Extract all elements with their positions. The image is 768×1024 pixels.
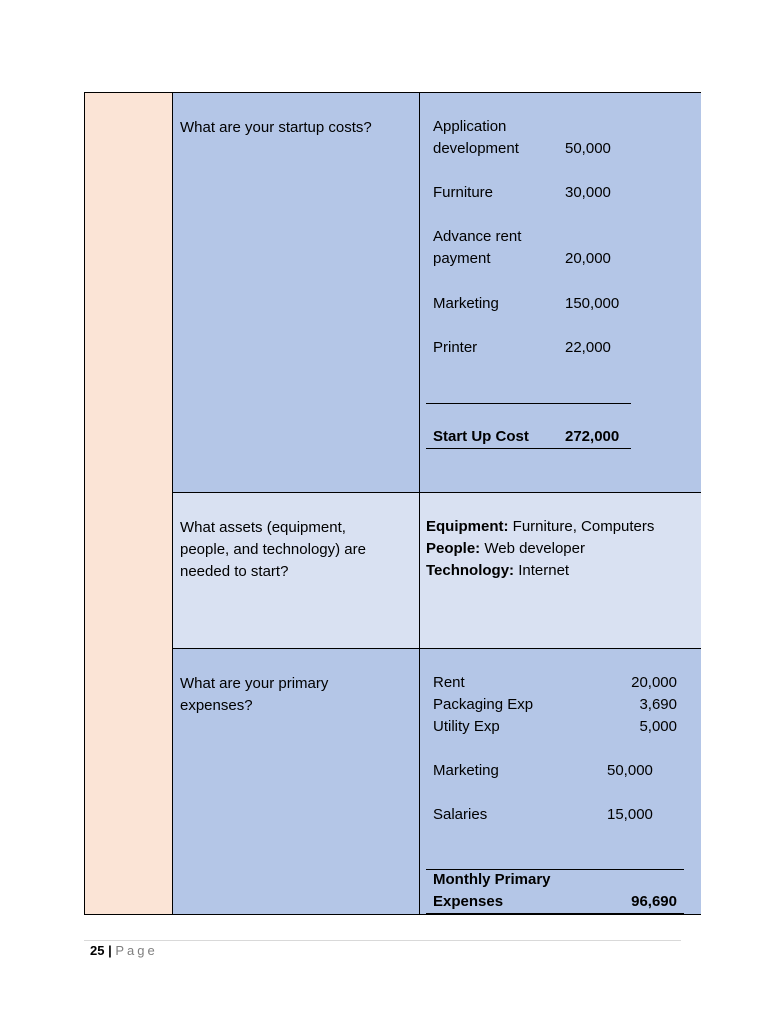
expenses-question: What are your primary expenses? <box>180 675 329 714</box>
asset-equipment: Equipment: Furniture, Computers <box>426 518 655 535</box>
startup-costs-answer-cell <box>420 93 701 493</box>
side-column <box>85 93 173 914</box>
expense-item-label: Packaging Exp <box>433 696 534 713</box>
startup-item-value: 20,000 <box>565 250 611 267</box>
startup-item-value: 22,000 <box>565 339 611 356</box>
page-footer <box>90 942 158 960</box>
expenses-question-cell <box>173 649 420 914</box>
asset-people: People: Web developer <box>426 540 585 557</box>
business-plan-table <box>84 92 701 915</box>
assets-question: What assets (equipment, people, and technology) are needed to start? <box>180 519 366 580</box>
total-underline <box>426 448 631 449</box>
assets-answer-cell <box>420 493 701 649</box>
expense-item-label: Marketing <box>433 762 499 779</box>
startup-total-value: 272,000 <box>565 428 620 445</box>
startup-total-label: Start Up Cost <box>433 428 529 445</box>
page-word: Page <box>115 943 158 958</box>
expenses-total-label: Monthly Primary Expenses <box>433 871 551 910</box>
page-number: 25 <box>90 943 105 958</box>
expense-item-label: Salaries <box>433 806 488 823</box>
expense-item-value: 15,000 <box>607 806 653 823</box>
footer-rule <box>84 940 681 941</box>
startup-item-label: Printer <box>433 339 478 356</box>
expense-item-value: 20,000 <box>631 674 677 691</box>
startup-costs-question-cell <box>173 93 420 493</box>
expense-item-label: Rent <box>433 674 465 691</box>
assets-question-cell <box>173 493 420 649</box>
expense-item-value: 50,000 <box>607 762 653 779</box>
total-separator-line <box>426 403 631 404</box>
expense-item-label: Utility Exp <box>433 718 500 735</box>
expenses-answer-cell <box>420 649 701 914</box>
expense-item-value: 3,690 <box>639 696 677 713</box>
startup-item-label: Marketing <box>433 295 499 312</box>
startup-item-value: 150,000 <box>565 295 620 312</box>
startup-costs-question: What are your startup costs? <box>180 119 372 136</box>
startup-item-value: 50,000 <box>565 140 611 157</box>
total-underline <box>426 913 684 914</box>
startup-item-label: Furniture <box>433 184 494 201</box>
startup-item-label: Application development <box>433 118 519 157</box>
startup-item-value: 30,000 <box>565 184 611 201</box>
asset-technology: Technology: Internet <box>426 562 570 579</box>
expense-item-value: 5,000 <box>639 718 677 735</box>
expenses-total-value: 96,690 <box>631 893 677 910</box>
footer-separator: | <box>108 943 112 958</box>
startup-item-label: Advance rent payment <box>433 228 522 267</box>
